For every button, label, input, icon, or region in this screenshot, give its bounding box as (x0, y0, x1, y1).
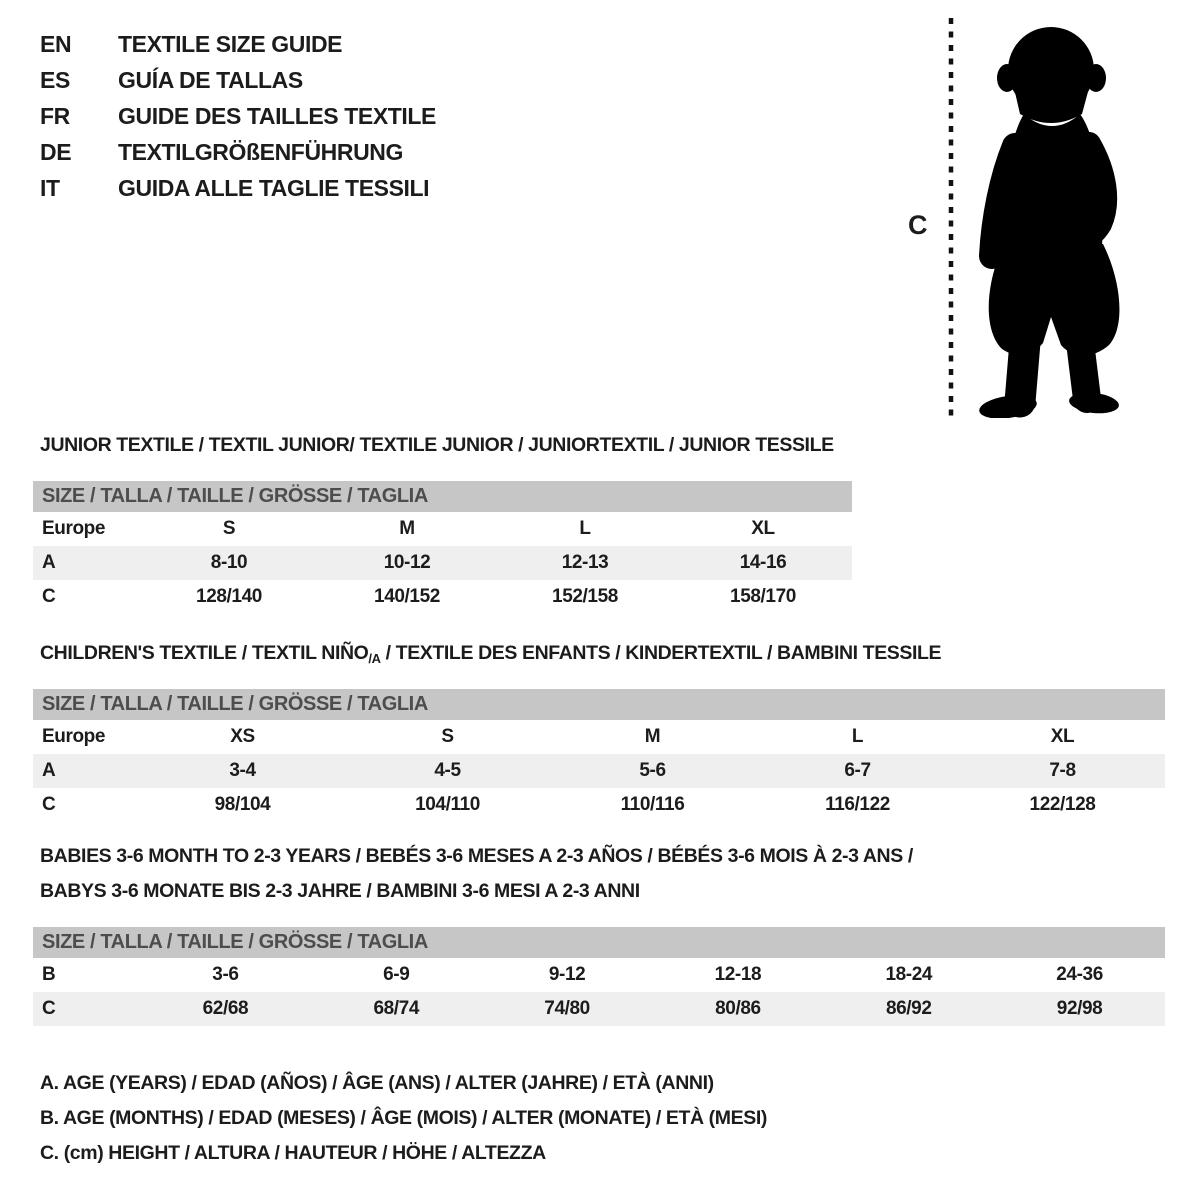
table-cell: 12-18 (714, 964, 762, 985)
guide-title: TEXTILGRÖßENFÜHRUNG (118, 138, 403, 165)
table-cell: 128/140 (196, 586, 262, 607)
toddler-silhouette-icon (962, 18, 1144, 418)
table-row-europe (33, 512, 852, 546)
table-cell: XS (230, 726, 255, 747)
table-cell: L (851, 726, 864, 747)
table-cell: 24-36 (1056, 964, 1103, 985)
junior-size-table (33, 481, 852, 614)
language-code: ES (40, 66, 70, 93)
table-cell: S (222, 518, 236, 539)
table-row-age (33, 546, 852, 580)
language-code: EN (40, 30, 72, 57)
language-row (40, 98, 436, 134)
dashed-height-line-icon (946, 16, 956, 420)
table-row-age (33, 754, 1165, 788)
table-cell: M (399, 518, 415, 539)
table-cell: 110/116 (620, 794, 685, 815)
table-cell: 86/92 (885, 998, 932, 1019)
table-cell: 3-6 (212, 964, 239, 985)
table-cell: 3-4 (229, 760, 256, 781)
children-size-table (33, 689, 1165, 822)
table-cell: 4-5 (434, 760, 461, 781)
language-row (40, 62, 436, 98)
babies-section-heading-line2: BABYS 3-6 MONATE BIS 2-3 JAHRE / BAMBINI 3-6 MESI A 2-3 ANNI (40, 880, 640, 902)
guide-title: GUIDE DES TAILLES TEXTILE (118, 102, 436, 129)
table-cell: 80/86 (715, 998, 761, 1019)
junior-section-heading: JUNIOR TEXTILE / TEXTIL JUNIOR/ TEXTILE JUNIOR / JUNIORTEXTIL / JUNIOR TESSILE (40, 434, 834, 456)
row-label: C (42, 586, 56, 607)
table-row-age-months (33, 958, 1165, 992)
row-label: Europe (42, 726, 106, 747)
table-cell: 6-9 (383, 964, 410, 985)
table-row-height (33, 788, 1165, 822)
row-label: Europe (42, 518, 106, 539)
table-row-height (33, 580, 852, 614)
babies-size-table (33, 927, 1165, 1026)
table-cell: 158/170 (730, 586, 796, 607)
guide-title: TEXTILE SIZE GUIDE (118, 30, 343, 57)
heading-text: CHILDREN'S TEXTILE / TEXTIL NIÑO (40, 642, 369, 664)
heading-text: / TEXTILE DES ENFANTS / KINDERTEXTIL / BAMBINI TESSILE (380, 642, 942, 664)
height-measure-figure (900, 14, 1160, 422)
language-code: FR (40, 102, 70, 129)
table-cell: 74/80 (544, 998, 590, 1019)
table-cell: 98/104 (214, 794, 271, 815)
heading-subscript: /A (368, 651, 381, 666)
measure-c-label: C (908, 210, 928, 240)
table-cell: S (441, 726, 454, 747)
table-cell: 116/122 (825, 794, 890, 815)
language-row (40, 26, 436, 62)
table-cell: 104/110 (415, 794, 480, 815)
row-label: C (42, 998, 56, 1019)
table-cell: M (644, 726, 661, 747)
table-cell: 68/74 (373, 998, 420, 1019)
language-row (40, 134, 436, 170)
row-label: A (42, 552, 56, 573)
legend-line-c: C. (cm) HEIGHT / ALTURA / HAUTEUR / HÖHE / ALTEZZA (40, 1142, 546, 1164)
row-label: B (42, 964, 56, 985)
table-cell: 92/98 (1056, 998, 1103, 1019)
children-section-heading (40, 642, 941, 666)
table-row-europe (33, 720, 1165, 754)
row-label: C (42, 794, 56, 815)
table-cell: 14-16 (739, 552, 787, 573)
table-cell: 122/128 (1029, 794, 1096, 815)
language-row (40, 170, 436, 206)
table-cell: 140/152 (374, 586, 440, 607)
language-code: DE (40, 138, 72, 165)
language-title-list (40, 26, 436, 206)
row-label: A (42, 760, 56, 781)
size-table-header: SIZE / TALLA / TAILLE / GRÖSSE / TAGLIA (33, 927, 1165, 958)
table-cell: 7-8 (1049, 760, 1076, 781)
babies-section-heading-line1: BABIES 3-6 MONTH TO 2-3 YEARS / BEBÉS 3-6 MESES A 2-3 AÑOS / BÉBÉS 3-6 MOIS À 2-3 ANS / (40, 845, 913, 867)
table-cell: L (579, 518, 591, 539)
language-code: IT (40, 174, 60, 201)
size-table-header: SIZE / TALLA / TAILLE / GRÖSSE / TAGLIA (33, 689, 1165, 720)
guide-title: GUÍA DE TALLAS (118, 66, 303, 93)
table-cell: 6-7 (844, 760, 871, 781)
size-table-header: SIZE / TALLA / TAILLE / GRÖSSE / TAGLIA (33, 481, 852, 512)
guide-title: GUIDA ALLE TAGLIE TESSILI (118, 174, 430, 201)
table-cell: 8-10 (210, 552, 248, 573)
table-cell: 9-12 (548, 964, 586, 985)
table-row-height (33, 992, 1165, 1026)
table-cell: 18-24 (885, 964, 933, 985)
table-cell: 12-13 (561, 552, 609, 573)
table-cell: 152/158 (552, 586, 618, 607)
table-cell: XL (751, 518, 775, 539)
table-cell: 62/68 (202, 998, 249, 1019)
table-cell: XL (1050, 726, 1075, 747)
legend-line-b: B. AGE (MONTHS) / EDAD (MESES) / ÂGE (MOIS) / ALTER (MONATE) / ETÀ (MESI) (40, 1107, 767, 1129)
table-cell: 5-6 (639, 760, 666, 781)
legend-line-a: A. AGE (YEARS) / EDAD (AÑOS) / ÂGE (ANS) / ALTER (JAHRE) / ETÀ (ANNI) (40, 1072, 714, 1094)
measurement-legend (40, 1066, 767, 1171)
table-cell: 10-12 (383, 552, 431, 573)
